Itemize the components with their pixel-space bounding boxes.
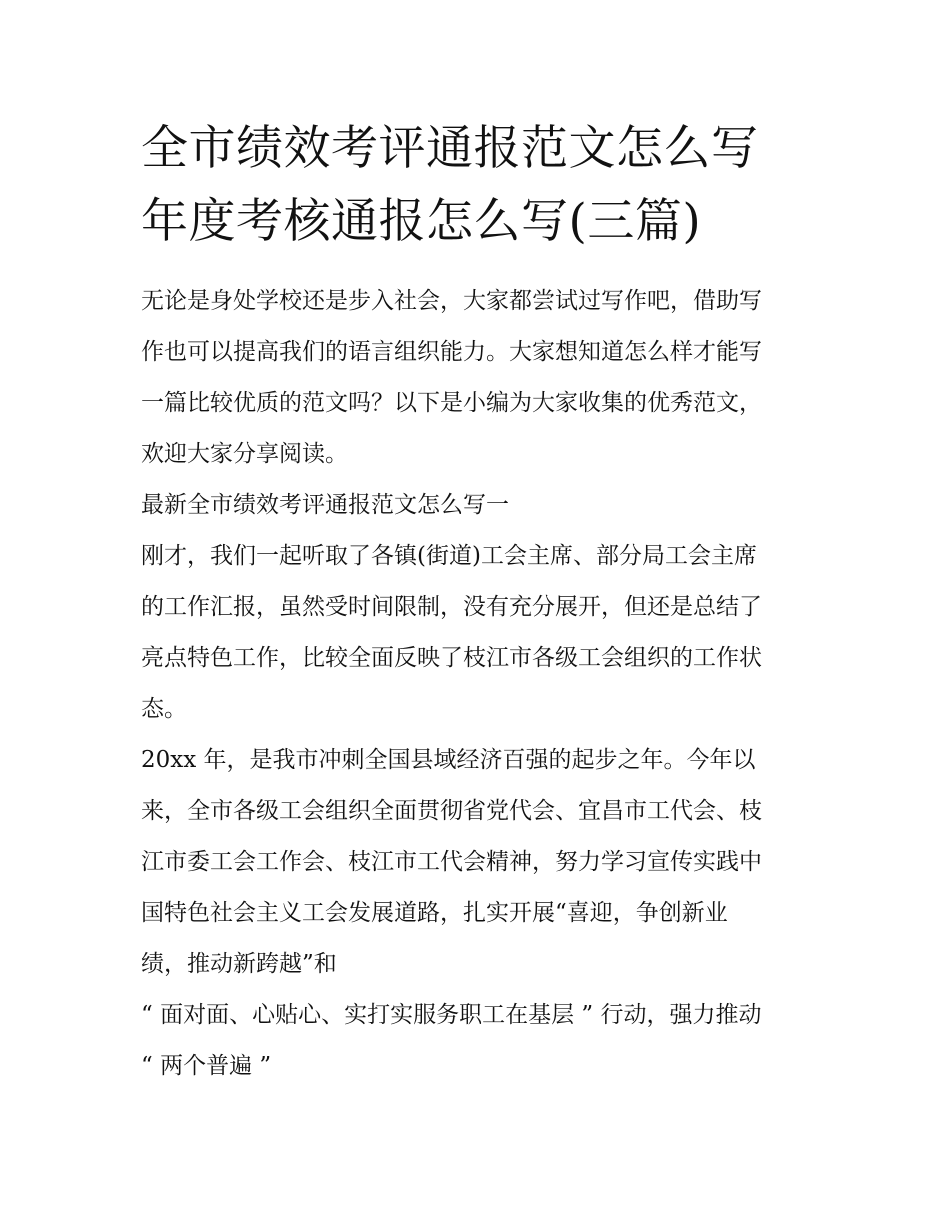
- text-line: 亮点特色工作，比较全面反映了枝江市各级工会组织的工作状: [141, 645, 762, 671]
- text-line: 态。: [141, 696, 187, 722]
- text-line: 的工作汇报，虽然受时间限制，没有充分展开，但还是总结了: [141, 594, 762, 620]
- text-line: 无论是身处学校还是步入社会，大家都尝试过写作吧，借助写: [141, 288, 762, 314]
- title-line-2: 年度考核通报怎么写(三篇): [141, 194, 702, 249]
- paragraph-3: [141, 990, 813, 1092]
- text-line: 来，全市各级工会组织全面贯彻省党代会、宜昌市工代会、枝: [141, 798, 762, 824]
- text-line: 最新全市绩效考评通报范文怎么写一: [141, 492, 509, 518]
- text-line: 一篇比较优质的范文吗？以下是小编为大家收集的优秀范文，: [141, 390, 762, 416]
- paragraph-2: [141, 735, 813, 990]
- text-line: 欢迎大家分享阅读。: [141, 441, 348, 467]
- section-heading: [141, 480, 813, 531]
- document-title: [141, 112, 813, 258]
- intro-paragraph: [141, 276, 813, 480]
- title-line-1: 全市绩效考评通报范文怎么写: [141, 121, 759, 176]
- document-body: [141, 276, 813, 1092]
- paragraph-1: [141, 531, 813, 735]
- text-line: 江市委工会工作会、枝江市工代会精神，努力学习宣传实践中: [141, 849, 762, 875]
- text-line: 刚才，我们一起听取了各镇(街道)工会主席、部分局工会主席: [141, 543, 757, 569]
- text-line: “ 两个普遍 ”: [141, 1053, 272, 1079]
- text-line: 作也可以提高我们的语言组织能力。大家想知道怎么样才能写: [141, 339, 762, 365]
- text-line: 20xx 年，是我市冲刺全国县域经济百强的起步之年。今年以: [141, 747, 756, 773]
- text-line: 国特色社会主义工会发展道路，扎实开展“喜迎，争创新业: [141, 900, 728, 926]
- text-line: 绩，推动新跨越”和: [141, 951, 337, 977]
- text-line: “ 面对面、心贴心、实打实服务职工在基层 ” 行动，强力推动: [141, 1002, 762, 1028]
- document-page: [141, 112, 813, 1092]
